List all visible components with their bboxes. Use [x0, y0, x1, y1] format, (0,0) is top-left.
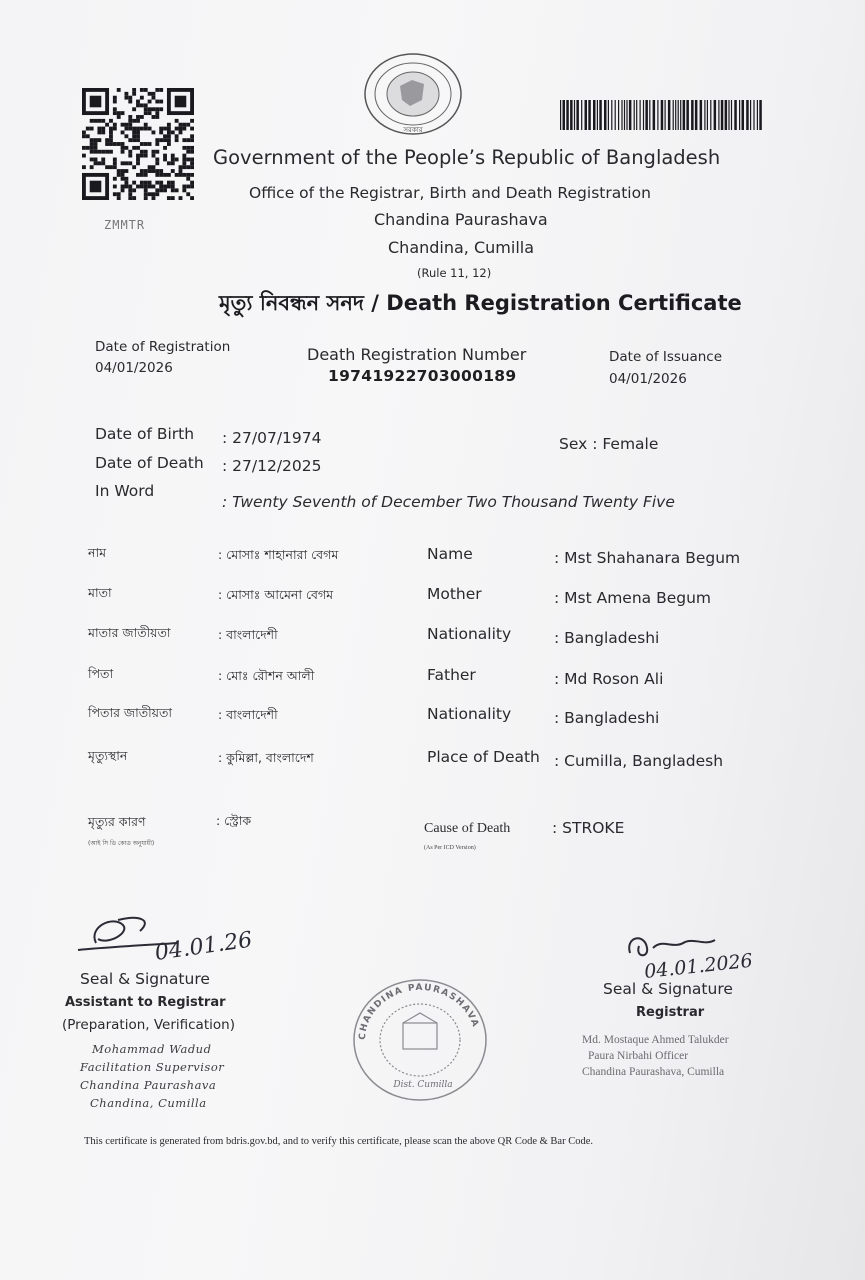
detail-english-value: : Mst Amena Begum — [554, 589, 712, 607]
certificate-title — [219, 287, 742, 322]
title-english: Death Registration Certificate — [386, 291, 742, 315]
registration-date-value: 04/01/2026 — [95, 360, 173, 376]
paurashava-heading: Chandina Paurashava — [374, 210, 548, 229]
assistant-stamp — [80, 1040, 224, 1112]
detail-bangla-value: : মোঃ রৌশন আলী — [218, 668, 315, 683]
issuance-date-label: Date of Issuance — [609, 349, 723, 365]
detail-english-label: Father — [427, 666, 476, 684]
detail-english-value: : Cumilla, Bangladesh — [554, 752, 724, 770]
detail-english-label: Place of Death — [427, 748, 540, 766]
seal-bottom-text: Dist. Cumilla — [393, 1080, 453, 1090]
government-seal-icon — [360, 50, 466, 138]
registrar-seal-caption: Seal & Signature — [603, 980, 733, 998]
assistant-stamp-line: Facilitation Supervisor — [80, 1060, 225, 1074]
sex-value: Sex : Female — [559, 435, 659, 453]
registrar-signature-date: 04.01.2026 — [643, 949, 754, 983]
assistant-role: Assistant to Registrar — [65, 995, 226, 1010]
cause-bangla-sublabel: (আই সি ডি কোড অনুযায়ী) — [88, 840, 155, 847]
registrar-stamp-line: Chandina Paurashava, Cumilla — [582, 1066, 725, 1078]
dod-label: Date of Death — [95, 454, 204, 472]
assistant-stamp-line: Chandina, Cumilla — [90, 1096, 207, 1110]
detail-english-value: : Bangladeshi — [554, 709, 660, 727]
detail-english-label: Nationality — [427, 625, 512, 643]
dob-value: : 27/07/1974 — [222, 429, 322, 447]
dob-label: Date of Birth — [95, 425, 195, 443]
qr-caption: ZMMTR — [104, 218, 146, 232]
detail-bangla-label: মৃত্যুস্থান — [88, 748, 128, 763]
cause-english-label: Cause of Death — [424, 821, 511, 836]
detail-bangla-value: : বাংলাদেশী — [218, 627, 278, 642]
dod-value: : 27/12/2025 — [222, 457, 322, 475]
detail-english-value: : Mst Shahanara Begum — [554, 549, 741, 567]
detail-bangla-value: : কুমিল্লা, বাংলাদেশ — [218, 750, 314, 765]
svg-text:CHANDINA PAURASHAVA — [358, 983, 480, 1040]
detail-bangla-value: : মোসাঃ শাহানারা বেগম — [218, 547, 339, 562]
detail-bangla-label: মাতা — [88, 585, 112, 600]
qr-code — [82, 88, 194, 200]
detail-english-label: Mother — [427, 585, 482, 603]
registrar-stamp-line: Md. Mostaque Ahmed Talukder — [582, 1034, 729, 1046]
registration-number-value: 19741922703000189 — [328, 367, 517, 385]
registration-date-label: Date of Registration — [95, 339, 231, 355]
detail-english-label: Name — [427, 545, 473, 563]
assistant-signature — [68, 905, 254, 975]
cause-english-sublabel: (As Per ICD Version) — [424, 845, 476, 851]
registration-number-label: Death Registration Number — [307, 345, 527, 364]
assistant-stamp-line: Chandina Paurashava — [80, 1078, 217, 1092]
verification-note: This certificate is generated from bdris.gov.bd, and to verify this certificate, please scan the above QR Code & Bar Code. — [84, 1136, 593, 1147]
in-word-value: : Twenty Seventh of December Two Thousand Twenty Five — [222, 493, 675, 511]
detail-bangla-label: নাম — [88, 545, 107, 560]
cause-english-value: : STROKE — [552, 819, 625, 837]
registrar-stamp — [582, 1032, 729, 1080]
detail-bangla-label: পিতা — [88, 666, 114, 681]
registrar-signature — [615, 928, 795, 988]
registrar-role: Registrar — [636, 1005, 705, 1020]
detail-bangla-label: মাতার জাতীয়তা — [88, 625, 171, 640]
seal-ring-text: CHANDINA PAURASHAVA — [357, 982, 481, 1041]
issuance-date-value: 04/01/2026 — [609, 371, 687, 387]
government-heading: Government of the People’s Republic of Bangladesh — [213, 146, 721, 169]
office-heading: Office of the Registrar, Birth and Death Registration — [249, 184, 651, 202]
cause-bangla-label: মৃত্যুর কারণ — [88, 814, 146, 829]
detail-english-label: Nationality — [427, 705, 512, 723]
location-heading: Chandina, Cumilla — [388, 238, 535, 257]
barcode — [560, 100, 765, 130]
detail-bangla-value: : বাংলাদেশী — [218, 707, 278, 722]
detail-english-value: : Md Roson Ali — [554, 670, 664, 688]
detail-english-value: : Bangladeshi — [554, 629, 660, 647]
assistant-signature-date: 04.01.26 — [153, 927, 254, 966]
detail-bangla-value: : মোসাঃ আমেনা বেগম — [218, 587, 334, 602]
rule-text: (Rule 11, 12) — [417, 266, 492, 280]
assistant-subrole: (Preparation, Verification) — [62, 1017, 235, 1033]
paurashava-seal-icon — [345, 975, 495, 1105]
assistant-stamp-line: Mohammad Wadud — [92, 1042, 212, 1056]
title-bangla: মৃত্যু নিবন্ধন সনদ / — [219, 291, 387, 315]
assistant-seal-caption: Seal & Signature — [80, 970, 210, 988]
in-word-label: In Word — [95, 482, 155, 500]
registrar-stamp-line: Paura Nirbahi Officer — [588, 1050, 689, 1062]
svg-text:সরকার: সরকার — [403, 126, 423, 134]
cause-bangla-value: : স্ট্রোক — [216, 813, 252, 828]
detail-bangla-label: পিতার জাতীয়তা — [88, 705, 173, 720]
